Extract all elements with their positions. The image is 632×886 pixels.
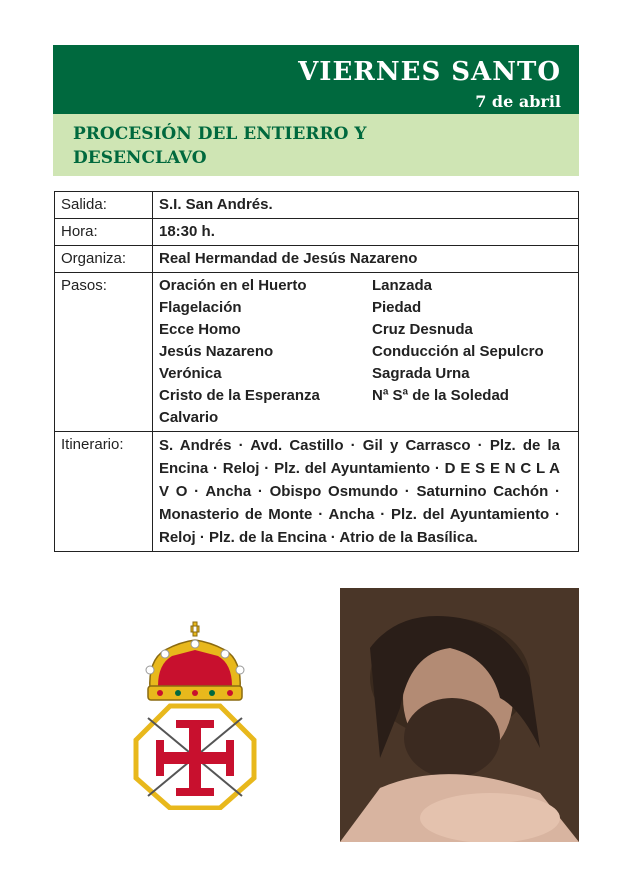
- itinerario-value: [153, 432, 579, 552]
- subheader-band: [53, 114, 579, 176]
- table-row: [55, 273, 579, 432]
- paso-item: Verónica: [159, 365, 222, 382]
- salida-label: Salida:: [55, 192, 153, 219]
- header-band: [53, 45, 579, 114]
- paso-item: Sagrada Urna: [372, 365, 470, 382]
- paso-item: Oración en el Huerto: [159, 277, 307, 294]
- paso-item: Cristo de la Esperanza: [159, 387, 320, 404]
- paso-item: Piedad: [372, 299, 422, 316]
- table-row: [55, 246, 579, 273]
- paso-item: Flagelación: [159, 299, 242, 316]
- hora-value: 18:30 h.: [153, 219, 579, 246]
- page-title: VIERNES SANTO: [298, 57, 561, 87]
- cross-shield-icon: [136, 706, 254, 808]
- organiza-value: Real Hermandad de Jesús Nazareno: [153, 246, 579, 273]
- info-table: [54, 191, 579, 552]
- crown-icon: [146, 622, 244, 700]
- table-row: [55, 192, 579, 219]
- hora-label: Hora:: [55, 219, 153, 246]
- salida-value: S.I. San Andrés.: [153, 192, 579, 219]
- paso-item: Lanzada: [372, 277, 433, 294]
- table-row: [55, 432, 579, 552]
- brotherhood-emblem: [130, 620, 260, 810]
- christ-photo: [340, 588, 579, 842]
- itinerario-label: Itinerario:: [55, 432, 153, 552]
- paso-item: Calvario: [159, 409, 219, 426]
- table-row: [55, 219, 579, 246]
- paso-item: Nª Sª de la Soledad: [372, 387, 509, 404]
- organiza-label: Organiza:: [55, 246, 153, 273]
- paso-item: Conducción al Sepulcro: [372, 343, 544, 360]
- event-date: 7 de abril: [475, 92, 561, 111]
- paso-item: Ecce Homo: [159, 321, 241, 338]
- pasos-label: Pasos:: [55, 273, 153, 432]
- itinerario-text: S. Andrés · Avd. Castillo · Gil y Carrasco · Plz. de la Encina · Reloj · Plz. del Ayuntamiento · D E S E N C L A V O · Ancha · Obispo Osmundo · Saturnino Cachón · Monasterio de Monte · Ancha · Plz. del Ayuntamiento · Reloj · Plz. de la Encina · Atrio de la Basílica.: [159, 437, 560, 546]
- paso-item: Cruz Desnuda: [372, 321, 473, 338]
- procession-title: PROCESIÓN DEL ENTIERRO Y DESENCLAVO: [73, 124, 367, 168]
- pasos-value: [153, 273, 579, 432]
- paso-item: Jesús Nazareno: [159, 343, 274, 360]
